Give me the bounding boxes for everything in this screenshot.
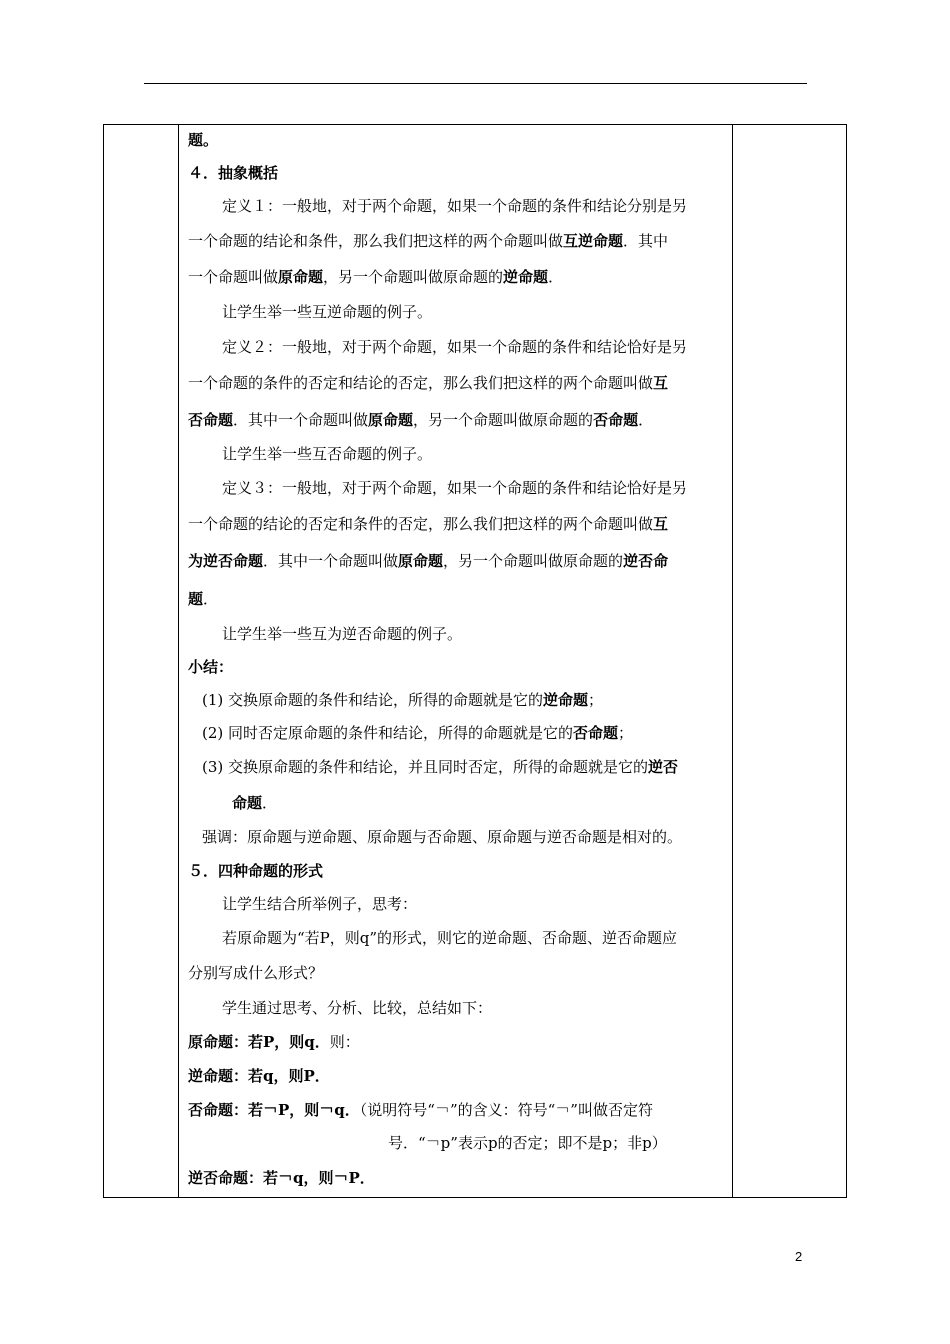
activity-line: 让学生举一些互为逆否命题的例子。	[222, 625, 463, 643]
definition-3-line: 题．	[188, 590, 219, 608]
definition-2-line: 一个命题的条件的否定和结论的否定，那么我们把这样的两个命题叫做互	[188, 374, 669, 392]
definition-3-line: 定义３：一般地，对于两个命题，如果一个命题的条件和结论恰好是另	[222, 479, 688, 497]
text-line: 学生通过思考、分析、比较，总结如下：	[222, 999, 493, 1017]
text-line: 分别写成什么形式？	[188, 964, 324, 982]
summary-item: (3) 交换原命题的条件和结论，并且同时否定，所得的命题就是它的逆否	[202, 758, 679, 776]
inverse-proposition-form: 否命题：若￢P，则￢q．（说明符号“￢”的含义：符号“￢”叫做否定符	[188, 1101, 653, 1119]
text-line: 让学生结合所举例子，思考：	[222, 895, 418, 913]
page-number: 2	[795, 1249, 803, 1264]
definition-1-line: 一个命题的结论和条件，那么我们把这样的两个命题叫做互逆命题．其中	[188, 232, 669, 250]
definition-1-line: 定义１：一般地，对于两个命题，如果一个命题的条件和结论分别是另	[222, 197, 688, 215]
converse-proposition-form: 逆命题：若q，则P．	[188, 1067, 330, 1085]
activity-line: 让学生举一些互否命题的例子。	[222, 445, 433, 463]
definition-3-line: 为逆否命题．其中一个命题叫做原命题，另一个命题叫做原命题的逆否命	[188, 552, 669, 570]
lesson-table	[103, 124, 847, 1198]
original-proposition-form: 原命题：若P，则q．则：	[188, 1033, 360, 1051]
section-heading-abstraction: ４．抽象概括	[188, 164, 279, 182]
contrapositive-proposition-form: 逆否命题：若￢q，则￢P．	[188, 1169, 375, 1187]
summary-item: (2) 同时否定原命题的条件和结论，所得的命题就是它的否命题；	[202, 724, 634, 742]
column-divider-right	[732, 125, 733, 1197]
activity-line: 让学生举一些互逆命题的例子。	[222, 303, 433, 321]
section-heading-forms: ５．四种命题的形式	[188, 862, 324, 880]
text-line: 题。	[188, 131, 219, 149]
summary-item: 命题．	[232, 794, 278, 812]
definition-2-line: 否命题．其中一个命题叫做原命题，另一个命题叫做原命题的否命题．	[188, 411, 654, 429]
summary-heading: 小结：	[188, 658, 234, 676]
emphasis-line: 强调：原命题与逆命题、原命题与否命题、原命题与逆否命题是相对的。	[202, 828, 683, 846]
negation-note: 号．“￢p”表示p的否定；即不是p；非p）	[388, 1134, 667, 1152]
column-divider-left	[178, 125, 179, 1197]
text-line: 若原命题为“若P，则q”的形式，则它的逆命题、否命题、逆否命题应	[222, 929, 678, 947]
header-rule	[144, 83, 807, 84]
definition-3-line: 一个命题的结论的否定和条件的否定，那么我们把这样的两个命题叫做互	[188, 515, 669, 533]
definition-1-line: 一个命题叫做原命题，另一个命题叫做原命题的逆命题．	[188, 268, 564, 286]
summary-item: (1) 交换原命题的条件和结论，所得的命题就是它的逆命题；	[202, 691, 604, 709]
definition-2-line: 定义２：一般地，对于两个命题，如果一个命题的条件和结论恰好是另	[222, 338, 688, 356]
